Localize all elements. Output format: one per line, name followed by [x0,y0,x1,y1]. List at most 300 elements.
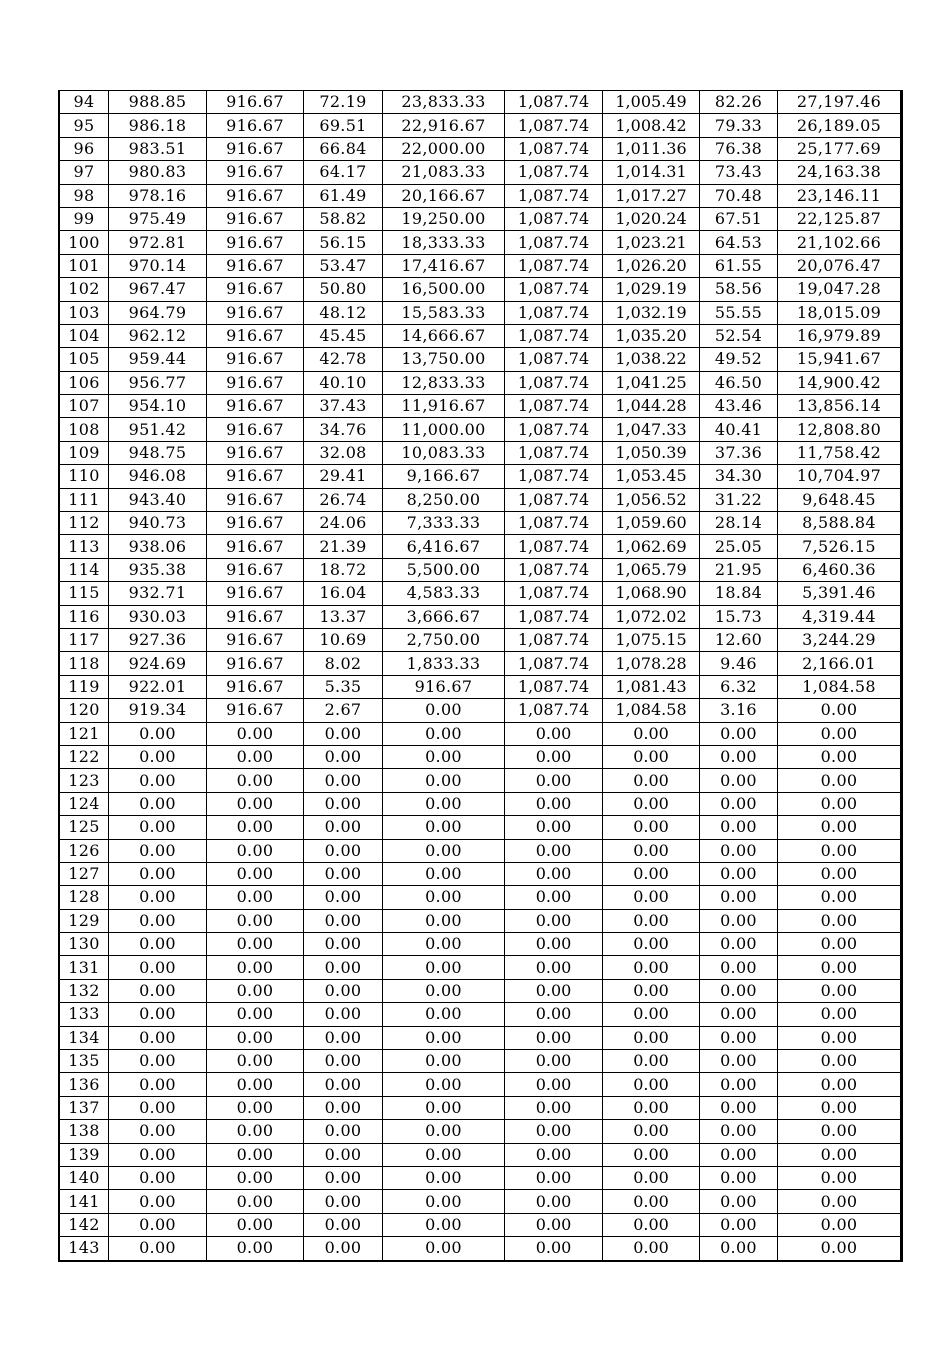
col-9-balance-cell: 5,391.46 [778,582,902,605]
col-7-value-cell: 1,075.15 [603,628,700,651]
col-2-value-cell: 962.12 [109,324,207,347]
col-3-value-cell: 0.00 [207,1166,304,1189]
period-number-cell: 117 [59,628,109,651]
col-2-value-cell: 978.16 [109,184,207,207]
table-row [59,862,902,885]
table-row [59,792,902,815]
col-7-value-cell: 1,029.19 [603,278,700,301]
col-3-value-cell: 0.00 [207,886,304,909]
col-2-value-cell: 0.00 [109,1003,207,1026]
col-6-value-cell: 1,087.74 [505,675,603,698]
period-number-cell: 110 [59,465,109,488]
col-6-value-cell: 0.00 [505,1096,603,1119]
col-8-value-cell: 0.00 [700,909,778,932]
col-3-value-cell: 0.00 [207,979,304,1002]
col-4-value-cell: 13.37 [304,605,383,628]
col-2-value-cell: 986.18 [109,114,207,137]
col-4-value-cell: 40.10 [304,371,383,394]
col-4-value-cell: 72.19 [304,91,383,114]
period-number-cell: 132 [59,979,109,1002]
col-9-balance-cell: 14,900.42 [778,371,902,394]
col-9-balance-cell: 0.00 [778,699,902,722]
col-3-value-cell: 0.00 [207,1213,304,1236]
col-9-balance-cell: 25,177.69 [778,137,902,160]
period-number-cell: 127 [59,862,109,885]
col-7-value-cell: 1,005.49 [603,91,700,114]
col-3-value-cell: 916.67 [207,278,304,301]
col-9-balance-cell: 0.00 [778,1073,902,1096]
period-number-cell: 138 [59,1120,109,1143]
col-4-value-cell: 0.00 [304,1073,383,1096]
col-7-value-cell: 1,065.79 [603,558,700,581]
col-4-value-cell: 0.00 [304,1050,383,1073]
col-2-value-cell: 0.00 [109,979,207,1002]
col-8-value-cell: 79.33 [700,114,778,137]
col-5-balance-cell: 11,000.00 [383,418,505,441]
col-4-value-cell: 48.12 [304,301,383,324]
col-6-value-cell: 0.00 [505,1237,603,1261]
col-6-value-cell: 1,087.74 [505,418,603,441]
col-8-value-cell: 18.84 [700,582,778,605]
col-8-value-cell: 6.32 [700,675,778,698]
period-number-cell: 115 [59,582,109,605]
col-7-value-cell: 1,062.69 [603,535,700,558]
col-3-value-cell: 916.67 [207,301,304,324]
col-5-balance-cell: 0.00 [383,979,505,1002]
col-5-balance-cell: 17,416.67 [383,254,505,277]
col-5-balance-cell: 22,916.67 [383,114,505,137]
col-4-value-cell: 0.00 [304,745,383,768]
period-number-cell: 97 [59,161,109,184]
col-6-value-cell: 1,087.74 [505,301,603,324]
period-number-cell: 95 [59,114,109,137]
col-7-value-cell: 0.00 [603,1050,700,1073]
col-4-value-cell: 53.47 [304,254,383,277]
col-2-value-cell: 940.73 [109,512,207,535]
col-8-value-cell: 58.56 [700,278,778,301]
col-3-value-cell: 916.67 [207,441,304,464]
col-8-value-cell: 0.00 [700,979,778,1002]
col-2-value-cell: 0.00 [109,956,207,979]
col-9-balance-cell: 2,166.01 [778,652,902,675]
table-row [59,1190,902,1213]
col-2-value-cell: 959.44 [109,348,207,371]
col-4-value-cell: 18.72 [304,558,383,581]
col-5-balance-cell: 19,250.00 [383,207,505,230]
col-3-value-cell: 0.00 [207,816,304,839]
col-3-value-cell: 916.67 [207,488,304,511]
col-5-balance-cell: 0.00 [383,886,505,909]
col-5-balance-cell: 0.00 [383,1003,505,1026]
table-row [59,395,902,418]
col-5-balance-cell: 0.00 [383,862,505,885]
col-6-value-cell: 1,087.74 [505,137,603,160]
col-5-balance-cell: 0.00 [383,1190,505,1213]
period-number-cell: 99 [59,207,109,230]
table-row [59,254,902,277]
col-7-value-cell: 1,041.25 [603,371,700,394]
period-number-cell: 116 [59,605,109,628]
col-8-value-cell: 34.30 [700,465,778,488]
col-4-value-cell: 24.06 [304,512,383,535]
table-row [59,699,902,722]
col-8-value-cell: 0.00 [700,1003,778,1026]
col-4-value-cell: 34.76 [304,418,383,441]
col-3-value-cell: 0.00 [207,745,304,768]
col-5-balance-cell: 12,833.33 [383,371,505,394]
col-9-balance-cell: 21,102.66 [778,231,902,254]
col-2-value-cell: 956.77 [109,371,207,394]
col-6-value-cell: 1,087.74 [505,652,603,675]
col-9-balance-cell: 7,526.15 [778,535,902,558]
col-7-value-cell: 1,035.20 [603,324,700,347]
col-7-value-cell: 0.00 [603,979,700,1002]
period-number-cell: 134 [59,1026,109,1049]
col-6-value-cell: 1,087.74 [505,114,603,137]
col-7-value-cell: 0.00 [603,886,700,909]
table-row [59,161,902,184]
col-6-value-cell: 1,087.74 [505,231,603,254]
col-9-balance-cell: 12,808.80 [778,418,902,441]
col-7-value-cell: 0.00 [603,1213,700,1236]
period-number-cell: 112 [59,512,109,535]
col-5-balance-cell: 23,833.33 [383,91,505,114]
col-9-balance-cell: 0.00 [778,1237,902,1261]
table-row [59,1003,902,1026]
table-row [59,371,902,394]
col-9-balance-cell: 0.00 [778,1120,902,1143]
col-2-value-cell: 0.00 [109,1073,207,1096]
col-6-value-cell: 1,087.74 [505,254,603,277]
col-4-value-cell: 2.67 [304,699,383,722]
col-5-balance-cell: 916.67 [383,675,505,698]
col-3-value-cell: 916.67 [207,605,304,628]
col-4-value-cell: 8.02 [304,652,383,675]
col-3-value-cell: 0.00 [207,1096,304,1119]
col-3-value-cell: 0.00 [207,1050,304,1073]
col-5-balance-cell: 16,500.00 [383,278,505,301]
period-number-cell: 139 [59,1143,109,1166]
col-9-balance-cell: 0.00 [778,909,902,932]
col-7-value-cell: 1,020.24 [603,207,700,230]
col-7-value-cell: 0.00 [603,722,700,745]
col-4-value-cell: 42.78 [304,348,383,371]
table-row [59,956,902,979]
col-2-value-cell: 932.71 [109,582,207,605]
col-8-value-cell: 67.51 [700,207,778,230]
col-9-balance-cell: 11,758.42 [778,441,902,464]
col-2-value-cell: 0.00 [109,769,207,792]
col-6-value-cell: 0.00 [505,1120,603,1143]
table-row [59,605,902,628]
col-6-value-cell: 0.00 [505,886,603,909]
col-3-value-cell: 0.00 [207,1026,304,1049]
col-8-value-cell: 70.48 [700,184,778,207]
col-7-value-cell: 0.00 [603,909,700,932]
col-9-balance-cell: 0.00 [778,1096,902,1119]
col-8-value-cell: 0.00 [700,1096,778,1119]
col-4-value-cell: 45.45 [304,324,383,347]
col-3-value-cell: 916.67 [207,184,304,207]
col-2-value-cell: 0.00 [109,1190,207,1213]
col-9-balance-cell: 0.00 [778,816,902,839]
period-number-cell: 98 [59,184,109,207]
col-8-value-cell: 43.46 [700,395,778,418]
col-8-value-cell: 0.00 [700,1120,778,1143]
col-6-value-cell: 1,087.74 [505,184,603,207]
col-6-value-cell: 0.00 [505,1166,603,1189]
col-2-value-cell: 927.36 [109,628,207,651]
col-6-value-cell: 1,087.74 [505,582,603,605]
col-3-value-cell: 0.00 [207,1003,304,1026]
col-8-value-cell: 55.55 [700,301,778,324]
col-2-value-cell: 0.00 [109,839,207,862]
col-7-value-cell: 0.00 [603,839,700,862]
table-row [59,488,902,511]
col-5-balance-cell: 6,416.67 [383,535,505,558]
col-6-value-cell: 0.00 [505,1143,603,1166]
period-number-cell: 141 [59,1190,109,1213]
col-3-value-cell: 0.00 [207,1073,304,1096]
col-8-value-cell: 28.14 [700,512,778,535]
col-5-balance-cell: 0.00 [383,1026,505,1049]
col-3-value-cell: 916.67 [207,699,304,722]
col-6-value-cell: 1,087.74 [505,161,603,184]
col-8-value-cell: 0.00 [700,792,778,815]
col-2-value-cell: 943.40 [109,488,207,511]
col-2-value-cell: 967.47 [109,278,207,301]
col-6-value-cell: 0.00 [505,792,603,815]
period-number-cell: 140 [59,1166,109,1189]
col-7-value-cell: 1,038.22 [603,348,700,371]
col-4-value-cell: 0.00 [304,1213,383,1236]
col-5-balance-cell: 0.00 [383,792,505,815]
col-5-balance-cell: 0.00 [383,933,505,956]
period-number-cell: 113 [59,535,109,558]
period-number-cell: 120 [59,699,109,722]
col-8-value-cell: 12.60 [700,628,778,651]
table-row [59,1050,902,1073]
col-2-value-cell: 0.00 [109,792,207,815]
col-5-balance-cell: 0.00 [383,1237,505,1261]
col-4-value-cell: 29.41 [304,465,383,488]
table-row [59,91,902,114]
col-8-value-cell: 0.00 [700,722,778,745]
col-2-value-cell: 0.00 [109,1143,207,1166]
col-6-value-cell: 0.00 [505,862,603,885]
table-row [59,909,902,932]
col-9-balance-cell: 13,856.14 [778,395,902,418]
table-row [59,1120,902,1143]
col-2-value-cell: 975.49 [109,207,207,230]
col-7-value-cell: 1,008.42 [603,114,700,137]
col-4-value-cell: 56.15 [304,231,383,254]
period-number-cell: 124 [59,792,109,815]
period-number-cell: 102 [59,278,109,301]
col-6-value-cell: 1,087.74 [505,348,603,371]
col-7-value-cell: 1,072.02 [603,605,700,628]
table-row [59,933,902,956]
col-9-balance-cell: 26,189.05 [778,114,902,137]
col-9-balance-cell: 24,163.38 [778,161,902,184]
table-row [59,1026,902,1049]
col-8-value-cell: 0.00 [700,839,778,862]
col-9-balance-cell: 0.00 [778,1166,902,1189]
col-3-value-cell: 916.67 [207,161,304,184]
col-5-balance-cell: 5,500.00 [383,558,505,581]
col-8-value-cell: 31.22 [700,488,778,511]
col-4-value-cell: 0.00 [304,909,383,932]
col-8-value-cell: 40.41 [700,418,778,441]
table-row [59,582,902,605]
period-number-cell: 142 [59,1213,109,1236]
col-9-balance-cell: 23,146.11 [778,184,902,207]
col-5-balance-cell: 0.00 [383,1096,505,1119]
col-2-value-cell: 980.83 [109,161,207,184]
col-3-value-cell: 916.67 [207,582,304,605]
period-number-cell: 104 [59,324,109,347]
col-4-value-cell: 61.49 [304,184,383,207]
col-9-balance-cell: 8,588.84 [778,512,902,535]
col-6-value-cell: 1,087.74 [505,91,603,114]
col-8-value-cell: 0.00 [700,1026,778,1049]
col-9-balance-cell: 0.00 [778,1190,902,1213]
col-3-value-cell: 916.67 [207,254,304,277]
col-8-value-cell: 82.26 [700,91,778,114]
table-row [59,465,902,488]
col-8-value-cell: 3.16 [700,699,778,722]
table-row [59,1096,902,1119]
col-7-value-cell: 0.00 [603,1096,700,1119]
col-2-value-cell: 946.08 [109,465,207,488]
table-row [59,301,902,324]
period-number-cell: 119 [59,675,109,698]
col-6-value-cell: 0.00 [505,1026,603,1049]
col-8-value-cell: 0.00 [700,862,778,885]
col-9-balance-cell: 0.00 [778,722,902,745]
col-6-value-cell: 1,087.74 [505,324,603,347]
col-7-value-cell: 0.00 [603,956,700,979]
col-8-value-cell: 25.05 [700,535,778,558]
col-9-balance-cell: 16,979.89 [778,324,902,347]
period-number-cell: 100 [59,231,109,254]
col-5-balance-cell: 15,583.33 [383,301,505,324]
col-8-value-cell: 73.43 [700,161,778,184]
col-9-balance-cell: 0.00 [778,933,902,956]
col-7-value-cell: 0.00 [603,1003,700,1026]
col-2-value-cell: 919.34 [109,699,207,722]
col-9-balance-cell: 0.00 [778,792,902,815]
col-4-value-cell: 0.00 [304,839,383,862]
table-row [59,1073,902,1096]
col-4-value-cell: 0.00 [304,956,383,979]
col-5-balance-cell: 0.00 [383,839,505,862]
col-2-value-cell: 983.51 [109,137,207,160]
period-number-cell: 131 [59,956,109,979]
col-3-value-cell: 0.00 [207,1190,304,1213]
table-row [59,1237,902,1261]
col-6-value-cell: 1,087.74 [505,207,603,230]
col-5-balance-cell: 0.00 [383,745,505,768]
col-3-value-cell: 916.67 [207,348,304,371]
col-9-balance-cell: 0.00 [778,979,902,1002]
col-2-value-cell: 0.00 [109,933,207,956]
col-4-value-cell: 0.00 [304,1096,383,1119]
col-4-value-cell: 0.00 [304,792,383,815]
col-9-balance-cell: 0.00 [778,839,902,862]
col-4-value-cell: 37.43 [304,395,383,418]
col-8-value-cell: 64.53 [700,231,778,254]
col-9-balance-cell: 0.00 [778,745,902,768]
col-2-value-cell: 0.00 [109,1237,207,1261]
period-number-cell: 94 [59,91,109,114]
col-5-balance-cell: 14,666.67 [383,324,505,347]
period-number-cell: 111 [59,488,109,511]
col-3-value-cell: 916.67 [207,675,304,698]
col-7-value-cell: 0.00 [603,1190,700,1213]
col-6-value-cell: 1,087.74 [505,488,603,511]
period-number-cell: 128 [59,886,109,909]
col-9-balance-cell: 0.00 [778,862,902,885]
col-7-value-cell: 1,053.45 [603,465,700,488]
col-6-value-cell: 0.00 [505,839,603,862]
table-body [59,91,902,1261]
table-row [59,769,902,792]
col-3-value-cell: 916.67 [207,395,304,418]
col-3-value-cell: 0.00 [207,1237,304,1261]
col-7-value-cell: 1,050.39 [603,441,700,464]
col-4-value-cell: 64.17 [304,161,383,184]
col-7-value-cell: 0.00 [603,769,700,792]
col-6-value-cell: 0.00 [505,956,603,979]
table-row [59,1143,902,1166]
col-8-value-cell: 49.52 [700,348,778,371]
col-6-value-cell: 0.00 [505,722,603,745]
col-8-value-cell: 0.00 [700,1213,778,1236]
period-number-cell: 135 [59,1050,109,1073]
table-row [59,418,902,441]
col-5-balance-cell: 0.00 [383,1050,505,1073]
col-4-value-cell: 0.00 [304,933,383,956]
col-8-value-cell: 0.00 [700,1190,778,1213]
col-7-value-cell: 1,026.20 [603,254,700,277]
col-3-value-cell: 916.67 [207,418,304,441]
col-7-value-cell: 0.00 [603,816,700,839]
col-2-value-cell: 0.00 [109,909,207,932]
period-number-cell: 143 [59,1237,109,1261]
table-row [59,1213,902,1236]
col-5-balance-cell: 21,083.33 [383,161,505,184]
col-5-balance-cell: 0.00 [383,722,505,745]
col-7-value-cell: 0.00 [603,745,700,768]
col-6-value-cell: 1,087.74 [505,605,603,628]
col-9-balance-cell: 0.00 [778,1003,902,1026]
col-7-value-cell: 0.00 [603,1237,700,1261]
period-number-cell: 137 [59,1096,109,1119]
table-row [59,441,902,464]
col-9-balance-cell: 0.00 [778,956,902,979]
col-7-value-cell: 1,032.19 [603,301,700,324]
col-3-value-cell: 916.67 [207,628,304,651]
period-number-cell: 122 [59,745,109,768]
col-3-value-cell: 0.00 [207,909,304,932]
col-3-value-cell: 0.00 [207,839,304,862]
col-5-balance-cell: 9,166.67 [383,465,505,488]
table-row [59,512,902,535]
col-5-balance-cell: 13,750.00 [383,348,505,371]
col-8-value-cell: 37.36 [700,441,778,464]
period-number-cell: 101 [59,254,109,277]
